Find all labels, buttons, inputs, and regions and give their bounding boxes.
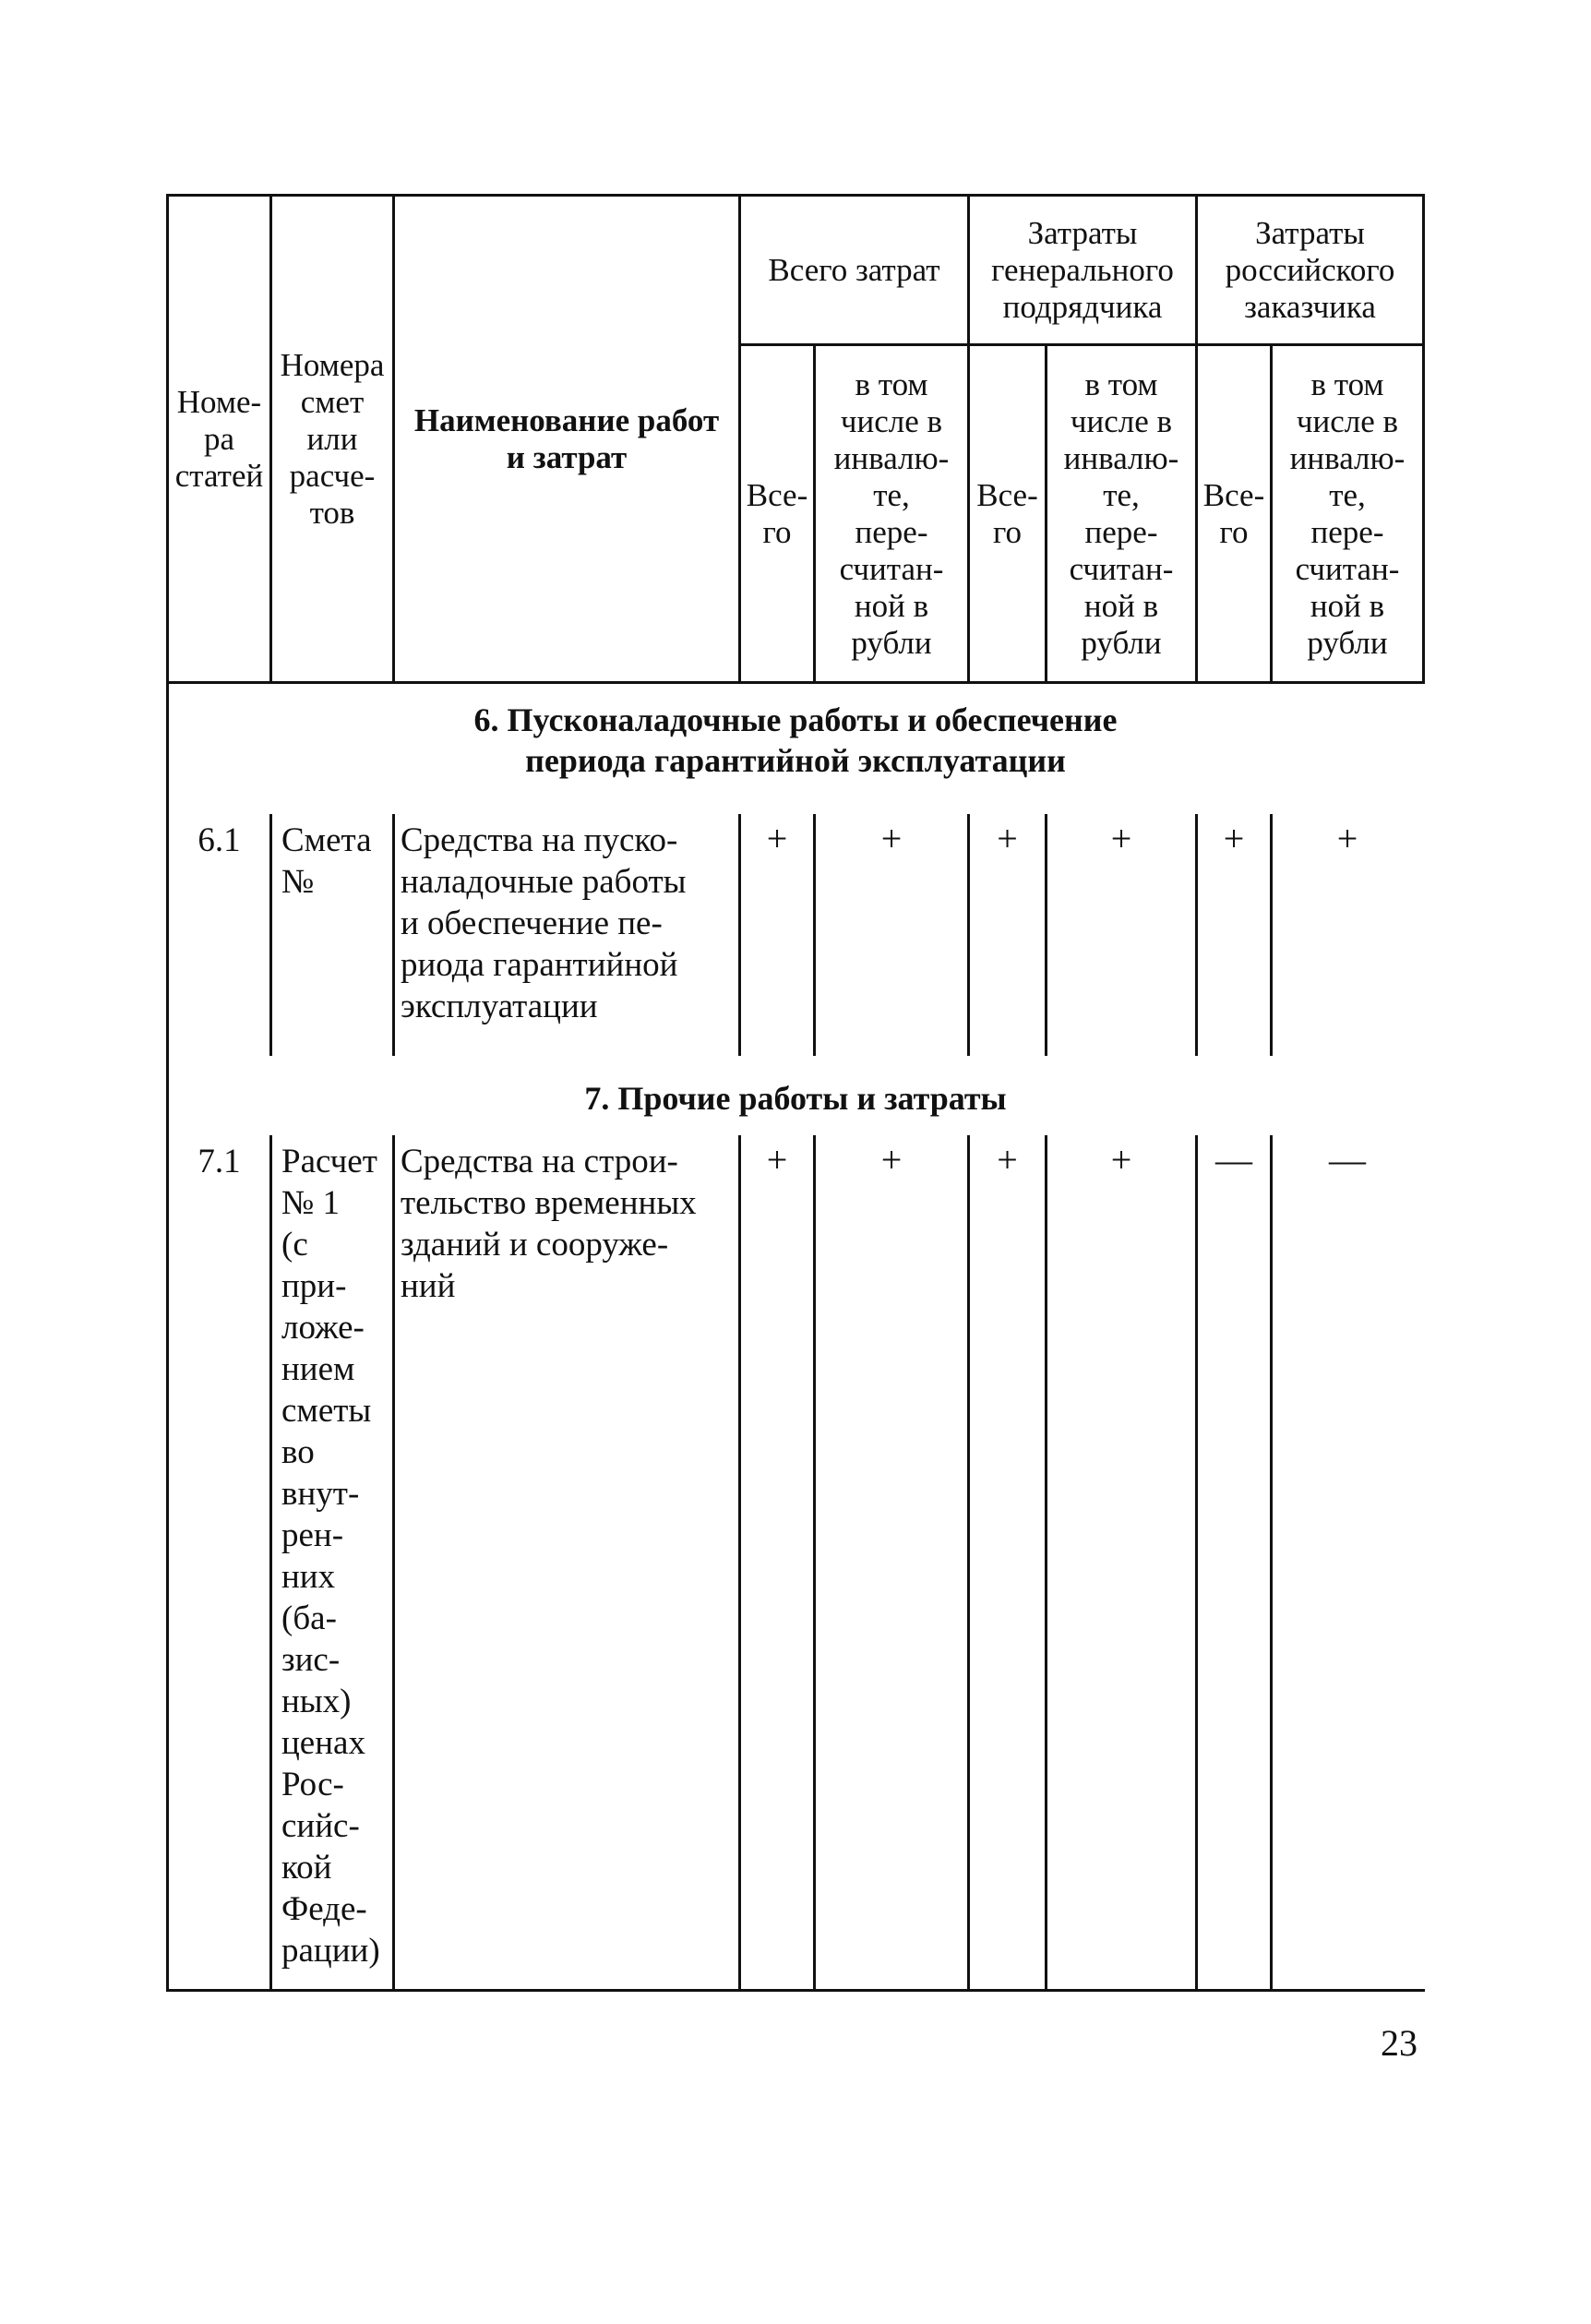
row-name-6-1: Средства на пуско- наладочные работы и обеспечение пе- риода гарантийной эксплуатации: [401, 821, 687, 1025]
subheader-currency: в том числе в инвалю- те, пере- считан- ной в рубли: [833, 365, 950, 661]
page-number: 23: [1381, 2022, 1418, 2064]
row-number-7-1: 7.1: [197, 1143, 241, 1180]
header-general-contractor: Затраты генерального подрядчика: [991, 214, 1174, 325]
subheader-total: Все- го: [746, 476, 808, 550]
mark-6-1-total: +: [766, 818, 788, 859]
row-divider-6: [269, 814, 272, 1056]
mark-6-1-russian-currency: +: [1336, 818, 1358, 859]
mark-7-1-general: +: [997, 1139, 1018, 1180]
header-estimate-number: Номера смет или расче- тов: [280, 346, 385, 531]
mark-6-1-general: +: [997, 818, 1018, 859]
row-divider-7: [1045, 1135, 1047, 1992]
row-number-6-1: 6.1: [197, 821, 241, 859]
subheader-currency: в том числе в инвалю- те, пере- считан- ной в рубли: [1063, 365, 1179, 661]
mark-7-1-total: +: [766, 1139, 788, 1180]
mark-6-1-total-currency: +: [880, 818, 903, 859]
table-right-border: [1422, 194, 1425, 684]
row-estimate-7-1: Расчет № 1 (с при- ложе- нием сметы во внут- рен- них (ба- зис- ных) ценах Рос- сийс- кой Феде- рации): [281, 1143, 380, 1970]
row-divider-7: [1195, 1135, 1198, 1992]
header-article-number: Номе- ра статей: [174, 383, 264, 494]
mark-7-1-total-currency: +: [880, 1139, 903, 1180]
subheader-total: Все- го: [976, 476, 1038, 550]
table-bottom-border: [166, 1989, 1425, 1992]
row-divider-7: [967, 1135, 970, 1992]
row-divider-7: [738, 1135, 741, 1992]
header-russian-customer: Затраты российского заказчика: [1225, 214, 1395, 325]
row-divider-7: [813, 1135, 816, 1992]
row-name-7-1: Средства на строи- тельство временных зданий и сооруже- ний: [401, 1143, 697, 1305]
row-divider-7: [1270, 1135, 1273, 1992]
section-title-7: 7. Прочие работы и затраты: [584, 1080, 1007, 1117]
header-bottom-border: [166, 681, 1425, 684]
mark-7-1-russian: —: [1215, 1139, 1252, 1180]
subheader-currency: в том числе в инвалю- те, пере- считан- ной в рубли: [1289, 365, 1406, 661]
row-divider-7: [269, 1135, 272, 1992]
row-divider-7: [392, 1135, 395, 1992]
row-estimate-6-1: Смета №: [281, 821, 372, 901]
header-work-name: Наименование работ и затрат: [413, 401, 720, 475]
section-title-6: 6. Пусконаладочные работы и обеспечение периода гарантийной эксплуатации: [473, 701, 1118, 779]
mark-7-1-russian-currency: —: [1329, 1139, 1366, 1180]
mark-7-1-general-currency: +: [1110, 1139, 1132, 1180]
row-divider-6: [392, 814, 395, 1056]
mark-6-1-general-currency: +: [1110, 818, 1132, 859]
header-total-costs: Всего затрат: [768, 251, 940, 288]
estimate-table: [166, 194, 1425, 1992]
mark-6-1-russian: +: [1223, 818, 1245, 859]
subheader-total: Все- го: [1202, 476, 1265, 550]
